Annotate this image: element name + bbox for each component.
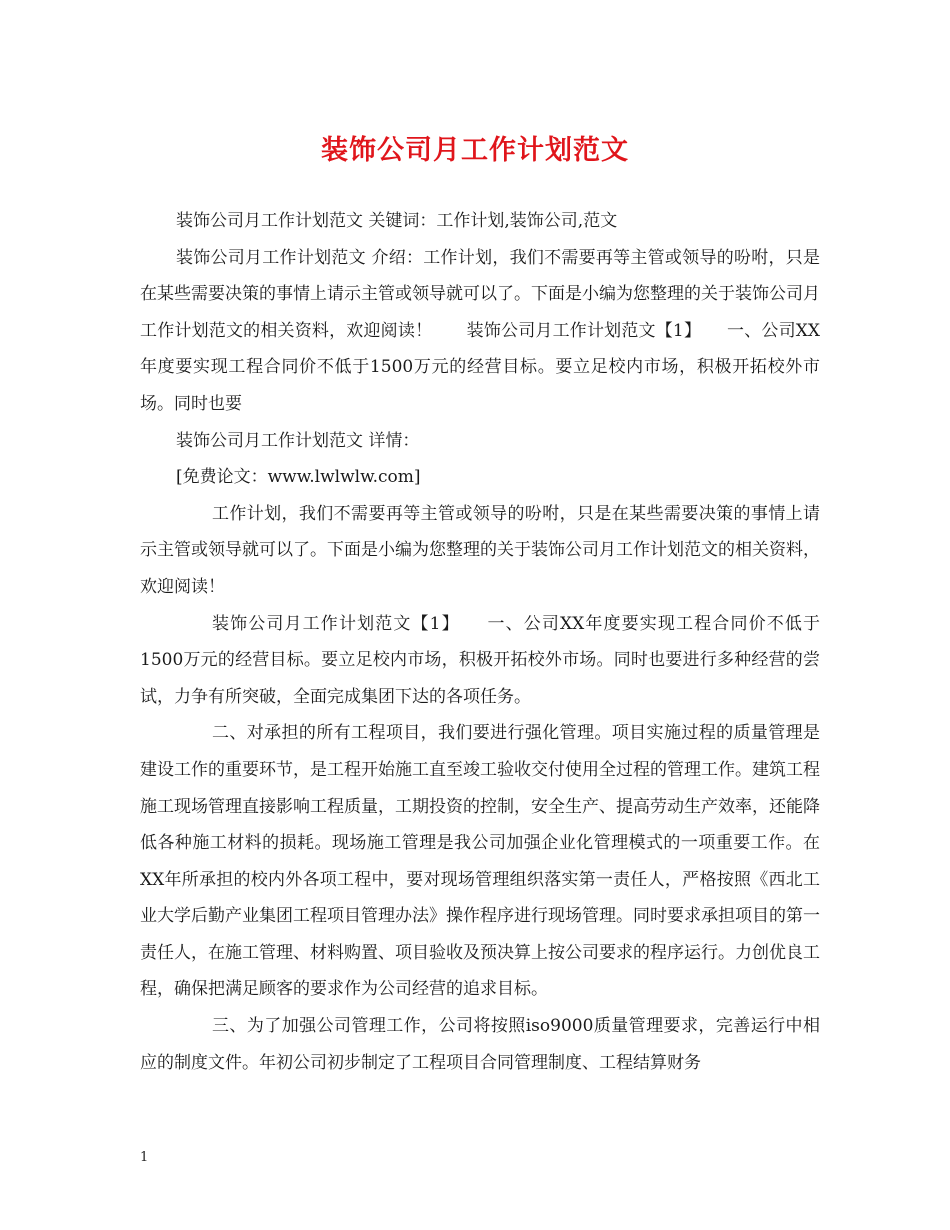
paragraph-source-link: [免费论文：www.lwlwlw.com] — [176, 467, 421, 488]
document-body — [140, 203, 820, 1081]
paragraph-body-3: 二、对承担的所有工程项目，我们要进行强化管理。项目实施过程的质量管理是建设工作的重要环节，是工程开始施工直至竣工验收交付使用全过程的管理工作。建筑工程施工现场管理直接影响工程质量，工期投资的控制，安全生产、提高劳动生产效率，还能降低各种施工材料的损耗。现场施工管理是我公司加强企业化管理模式的一项重要工作。在XX年所承担的校内外各项工程中，要对现场管理组织落实第一责任人，严格按照《西北工业大学后勤产业集团工程项目管理办法》操作程序进行现场管理。同时要求承担项目的第一责任人，在施工管理、材料购置、项目验收及预决算上按公司要求的程序运行。力创优良工程，确保把满足顾客的要求作为公司经营的追求目标。 — [140, 723, 820, 1000]
page-number: 1 — [140, 1150, 149, 1165]
document-title: 装饰公司月工作计划范文 — [321, 135, 629, 166]
paragraph-details-label: 装饰公司月工作计划范文 详情： — [176, 430, 420, 451]
paragraph-introduction: 装饰公司月工作计划范文 介绍：工作计划，我们不需要再等主管或领导的吩咐，只是在某些需要决策的事情上请示主管或领导就可以了。下面是小编为您整理的关于装饰公司月工作计划范文的相关资料，欢迎阅读！ 装饰公司月工作计划范文【1】 一、公司XX年度要实现工程合同价不低于1500万元的经营目标。要立足校内市场，积极开拓校外市场。同时也要 — [140, 247, 820, 414]
paragraph-body-2: 装饰公司月工作计划范文【1】 一、公司XX年度要实现工程合同价不低于1500万元的经营目标。要立足校内市场，积极开拓校外市场。同时也要进行多种经营的尝试，力争有所突破，全面完成集团下达的各项任务。 — [140, 613, 820, 707]
paragraph-body-1: 工作计划，我们不需要再等主管或领导的吩咐，只是在某些需要决策的事情上请示主管或领导就可以了。下面是小编为您整理的关于装饰公司月工作计划范文的相关资料，欢迎阅读！ — [140, 503, 820, 597]
paragraph-body-4: 三、为了加强公司管理工作，公司将按照iso9000质量管理要求，完善运行中相应的制度文件。年初公司初步制定了工程项目合同管理制度、工程结算财务 — [140, 1016, 820, 1073]
paragraph-keywords: 装饰公司月工作计划范文 关键词：工作计划,装饰公司,范文 — [176, 211, 618, 231]
